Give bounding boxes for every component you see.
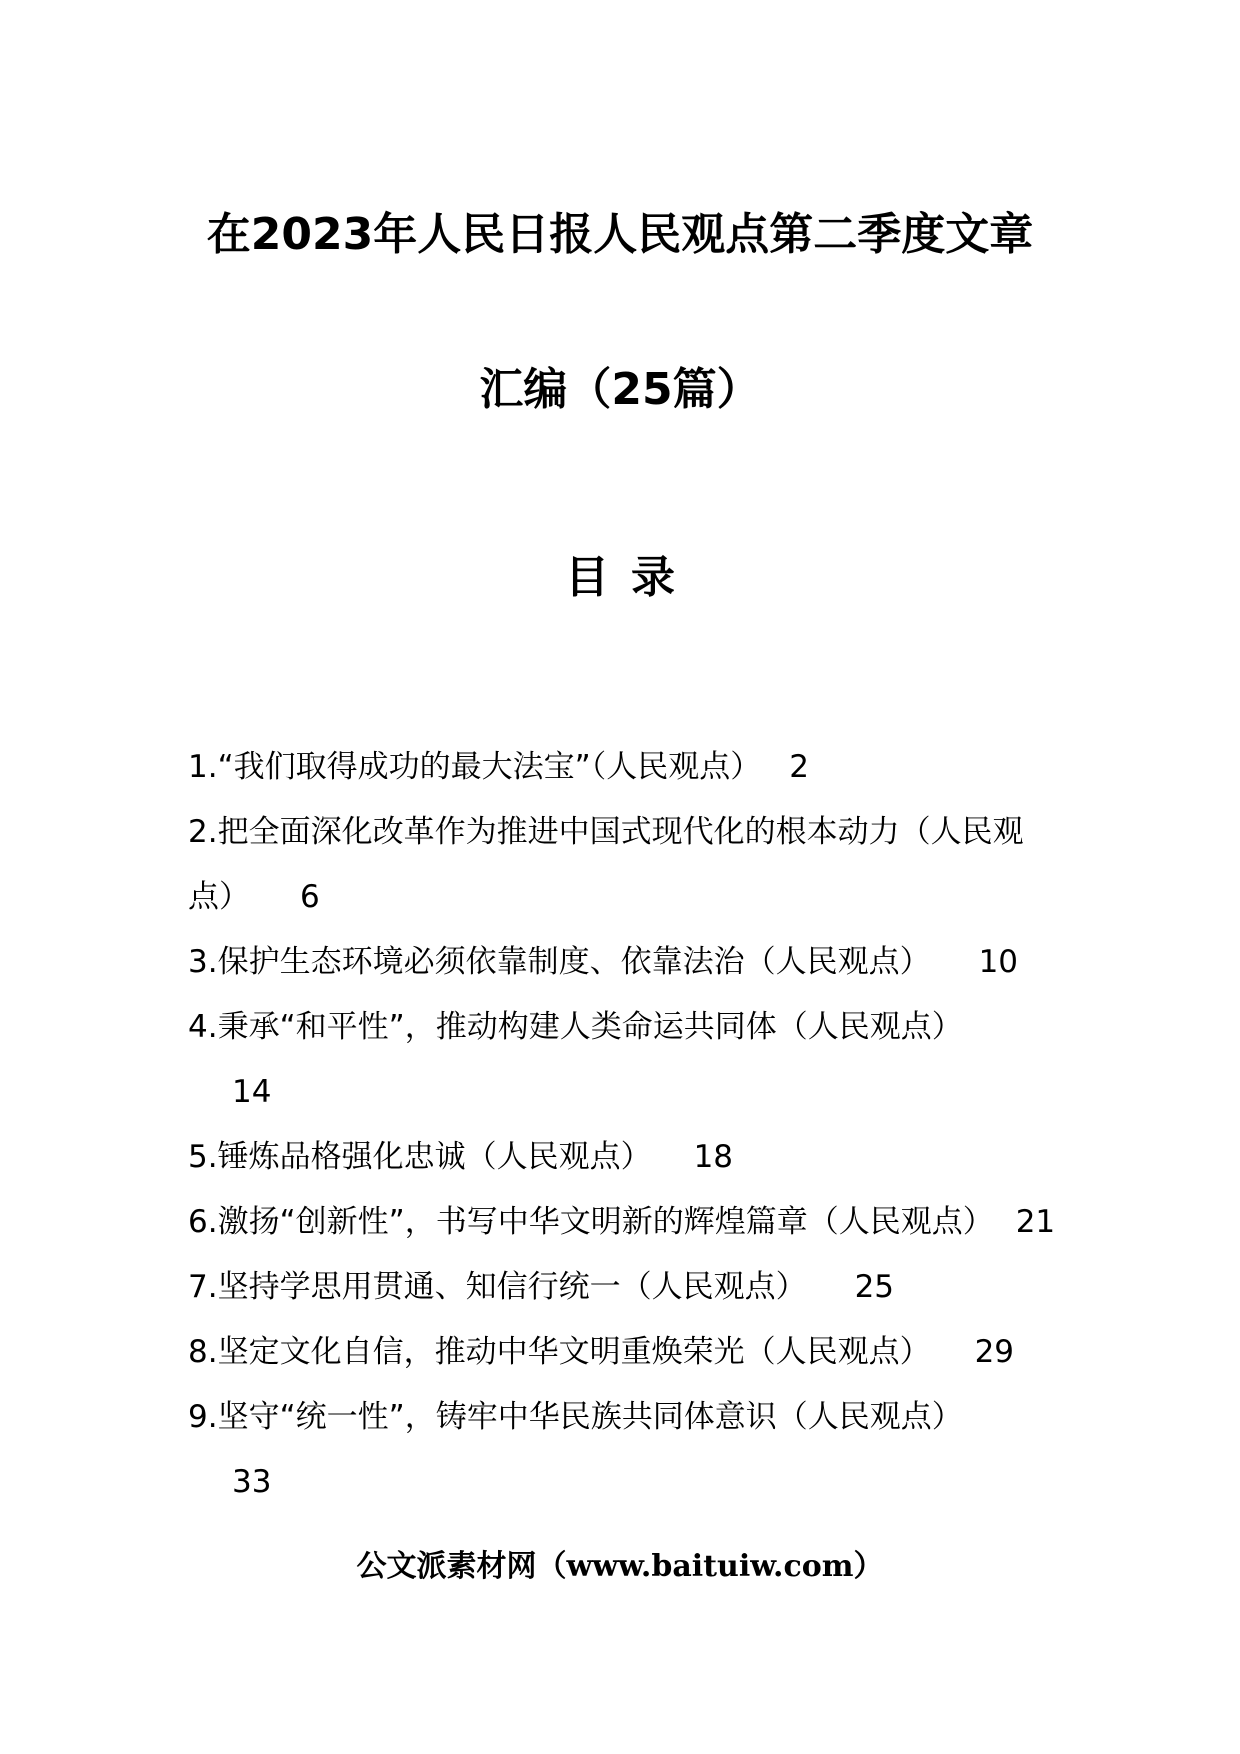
toc-entry-4[interactable] <box>188 995 1058 1125</box>
toc-page-number: 6 <box>300 879 320 915</box>
toc-page-number: 14 <box>232 1074 272 1110</box>
toc-page-number: 21 <box>1015 1204 1056 1240</box>
toc-entry-7[interactable] <box>188 1255 1058 1320</box>
toc-entry-3[interactable] <box>188 930 1058 995</box>
toc-entry-title: 3.保护生态环境必须依靠制度、依靠法治（人民观点） <box>188 944 931 980</box>
toc-entry-6[interactable] <box>188 1190 1058 1255</box>
toc-entry-title: 2.把全面深化改革作为推进中国式现代化的根本动力（人民观点） <box>188 814 1024 915</box>
toc-page-number: 10 <box>978 944 1019 980</box>
document-title-line-2: 汇编（25篇） <box>479 364 761 415</box>
table-of-contents <box>188 735 1058 1515</box>
toc-entry-title: 7.坚持学思用贯通、知信行统一（人民观点） <box>188 1269 807 1305</box>
toc-entry-2[interactable] <box>188 800 1058 930</box>
toc-heading: 目录 <box>565 552 697 603</box>
footer-site-url[interactable]: （www.baituiw.com） <box>536 1549 884 1584</box>
toc-entry-5[interactable] <box>188 1125 1058 1190</box>
toc-entry-title: 8.坚定文化自信，推动中华文明重焕荣光（人民观点） <box>188 1334 931 1370</box>
toc-entry-title: 5.锤炼品格强化忠诚（人民观点） <box>188 1139 652 1175</box>
toc-entry-8[interactable] <box>188 1320 1058 1385</box>
toc-entry-title: 4.秉承“和平性”，推动构建人类命运共同体（人民观点） <box>188 1009 963 1045</box>
footer-source <box>0 1545 1240 1589</box>
document-title-line-1: 在2023年人民日报人民观点第二季度文章 <box>206 209 1034 260</box>
toc-entry-1[interactable] <box>188 735 1058 800</box>
toc-entry-9[interactable] <box>188 1385 1058 1515</box>
toc-page-number: 2 <box>789 749 809 785</box>
footer-site-name: 公文派素材网 <box>356 1549 537 1584</box>
toc-entry-title: 1.“我们取得成功的最大法宝”（人民观点） <box>188 749 762 785</box>
toc-entry-title: 9.坚守“统一性”，铸牢中华民族共同体意识（人民观点） <box>188 1399 963 1435</box>
toc-page-number: 29 <box>974 1334 1015 1370</box>
toc-page-number: 25 <box>854 1269 895 1305</box>
toc-page-number: 33 <box>232 1464 272 1500</box>
toc-page-number: 18 <box>693 1139 734 1175</box>
toc-entry-title: 6.激扬“创新性”，书写中华文明新的辉煌篇章（人民观点） <box>188 1204 994 1240</box>
